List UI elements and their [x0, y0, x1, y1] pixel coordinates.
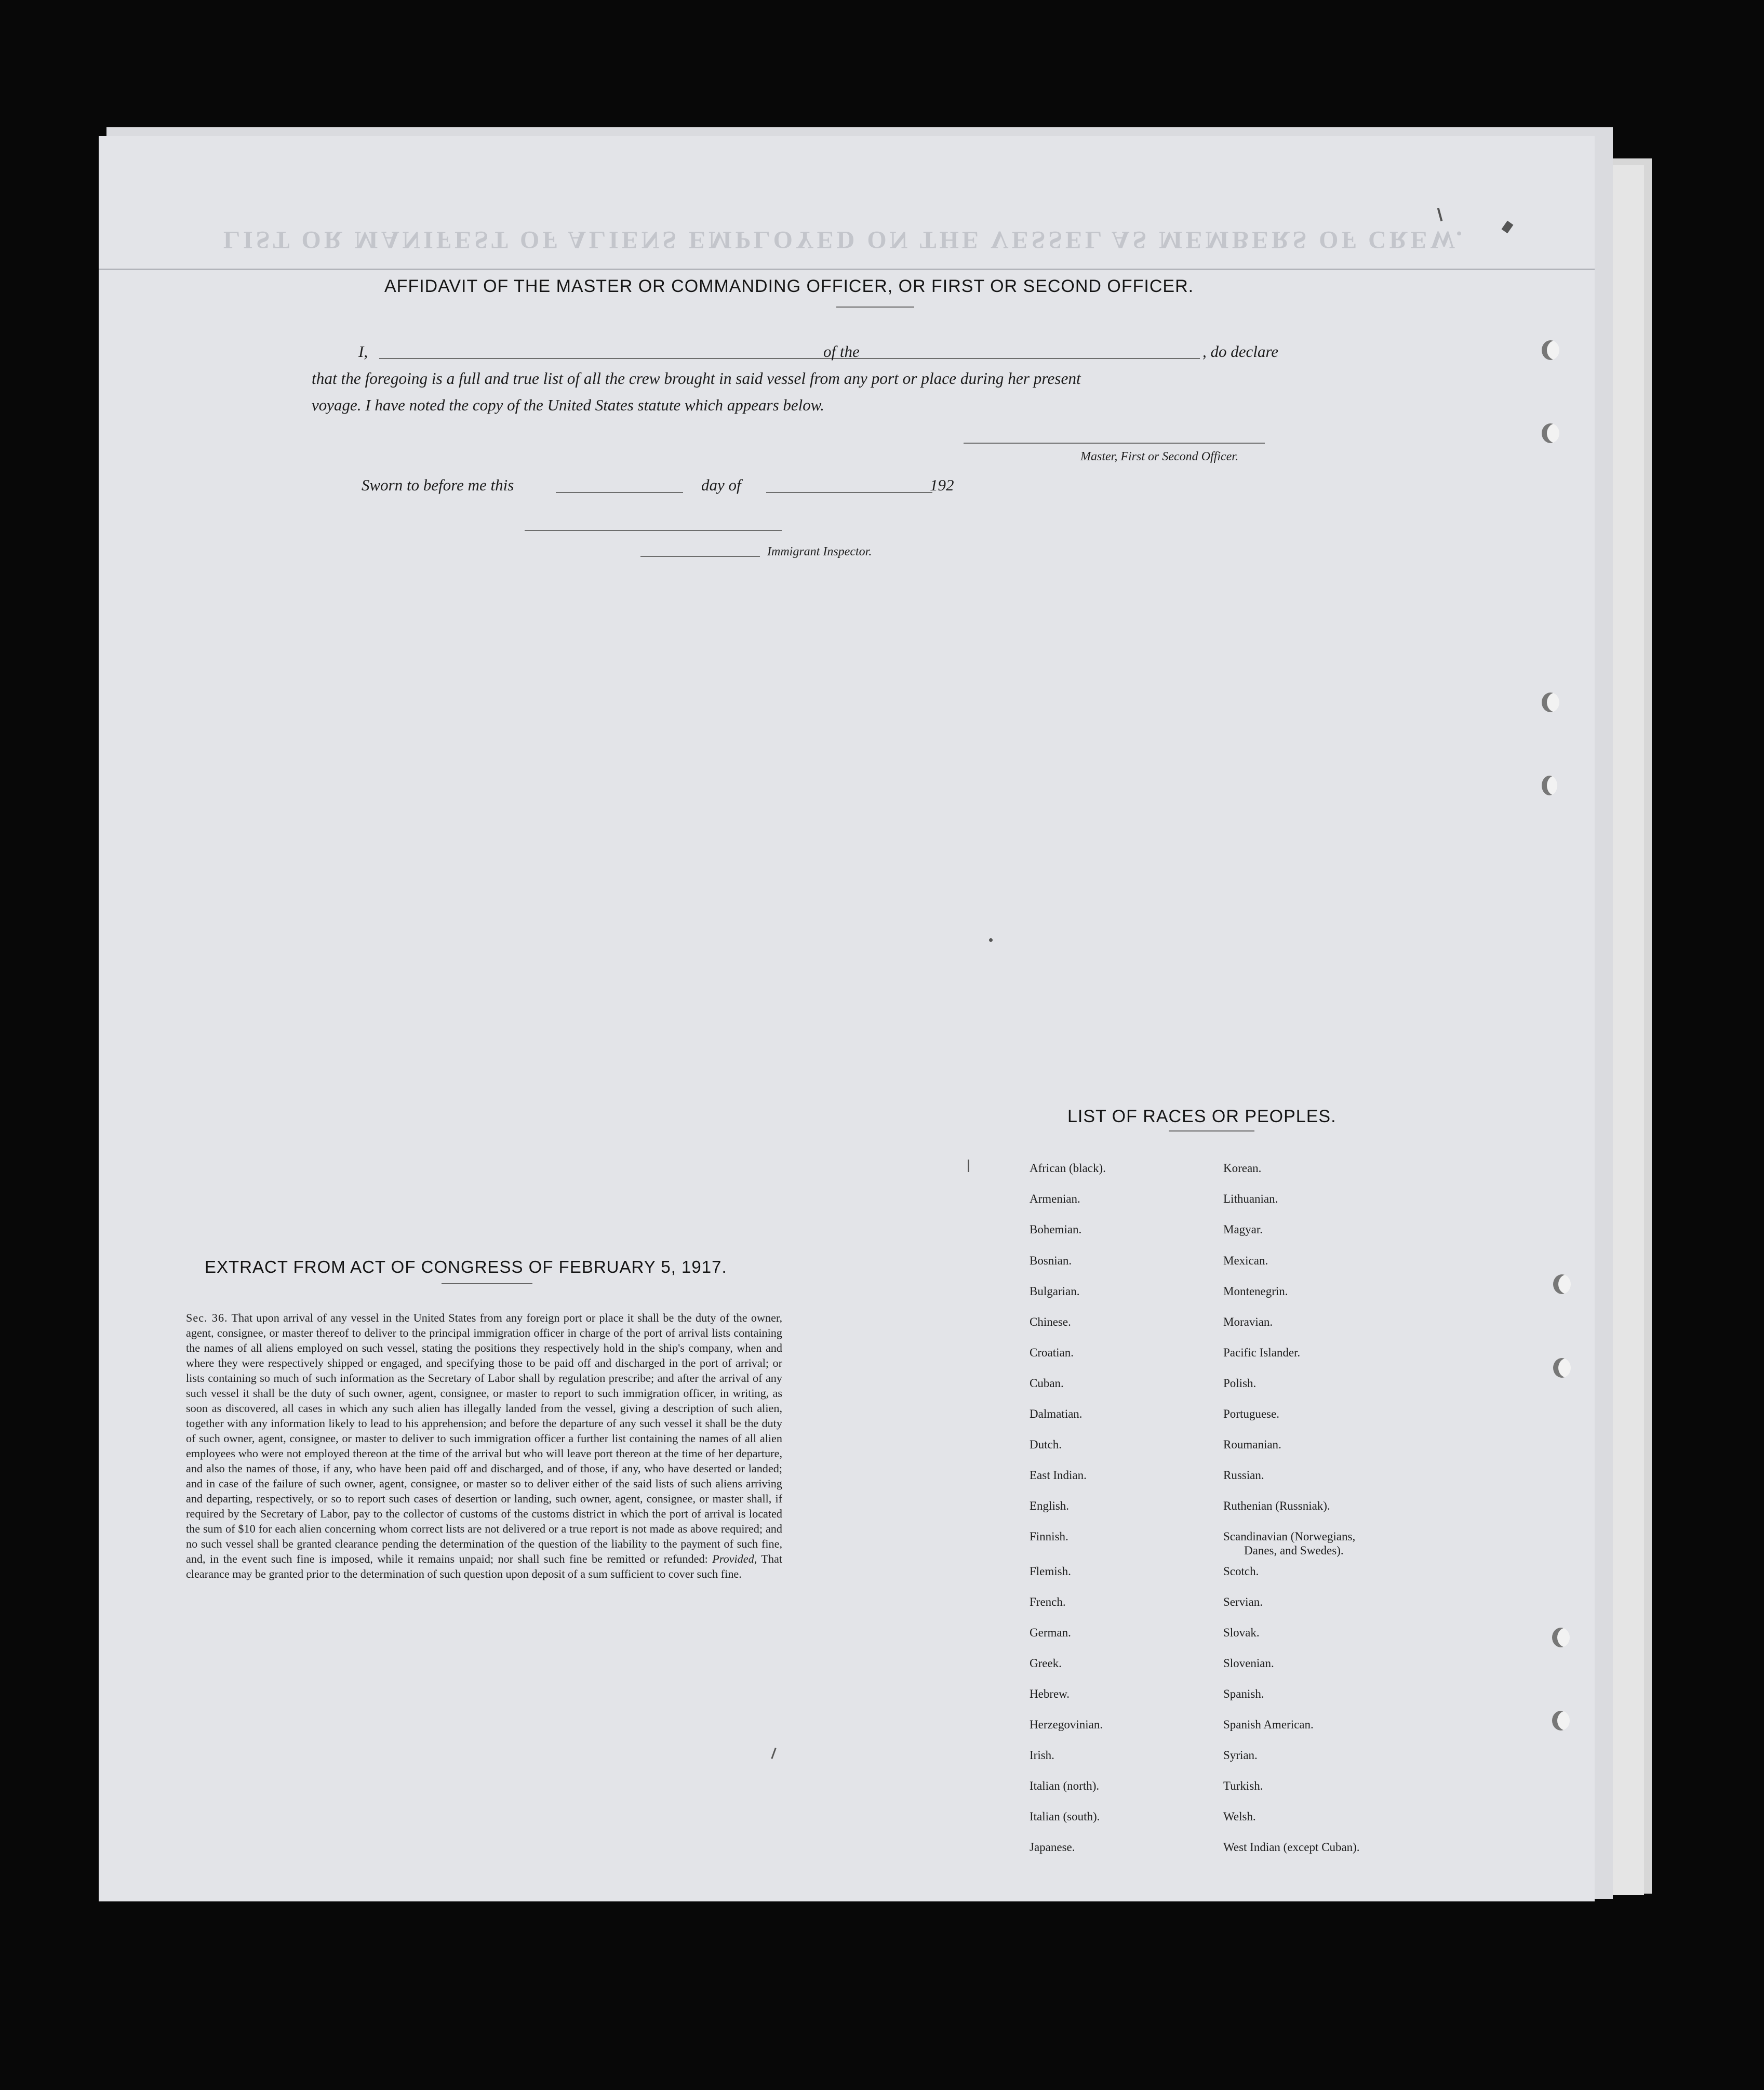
binder-hole: [1553, 1274, 1571, 1294]
race-item: Bosnian.: [1030, 1254, 1072, 1267]
binder-hole: [1542, 776, 1557, 795]
race-item: Roumanian.: [1223, 1438, 1281, 1451]
race-item: Croatian.: [1030, 1346, 1074, 1359]
month-blank: [766, 492, 932, 493]
statute-body-end: That clearance may be granted prior to the determination of such question upon deposit of a sum sufficient to cover such fine.: [186, 1552, 782, 1580]
race-item: Scandinavian (Norwegians,: [1223, 1530, 1356, 1543]
race-item: Dutch.: [1030, 1438, 1062, 1451]
stray-mark: [989, 938, 993, 942]
binder-hole: [1542, 340, 1559, 360]
race-item: Chinese.: [1030, 1315, 1071, 1328]
binder-hole: [1552, 1711, 1570, 1730]
race-item: Magyar.: [1223, 1223, 1263, 1236]
race-item: Montenegrin.: [1223, 1285, 1288, 1298]
race-item: English.: [1030, 1499, 1070, 1512]
race-item: Korean.: [1223, 1162, 1262, 1175]
title-underline: [836, 307, 914, 308]
race-item: Spanish American.: [1223, 1718, 1314, 1731]
bleed-through-text: LIST OR MANIFEST OF ALIENS EMPLOYED ON THE VESSEL AS MEMBERS OF CREW.: [223, 226, 1465, 254]
race-item: Turkish.: [1223, 1779, 1263, 1792]
race-item: Bohemian.: [1030, 1223, 1082, 1236]
affidavit-of-the: of the: [823, 342, 860, 361]
race-item: African (black).: [1030, 1162, 1106, 1175]
provided-word: Provided,: [712, 1552, 757, 1565]
officer-caption: Master, First or Second Officer.: [1080, 450, 1238, 463]
race-item: French.: [1030, 1595, 1066, 1608]
race-item: Armenian.: [1030, 1192, 1080, 1205]
race-item: Japanese.: [1030, 1841, 1075, 1854]
binder-hole: [1542, 693, 1559, 712]
race-item: Hebrew.: [1030, 1687, 1070, 1700]
manifest-page: [99, 136, 1595, 1901]
race-item: Portuguese.: [1223, 1407, 1279, 1420]
statute-text: [186, 1310, 782, 1581]
race-item: Moravian.: [1223, 1315, 1273, 1328]
affidavit-title: AFFIDAVIT OF THE MASTER OR COMMANDING OFFICER, OR FIRST OR SECOND OFFICER.: [384, 276, 1194, 296]
affidavit-line-2: that the foregoing is a full and true list of all the crew brought in said vessel from any port or place during her present: [312, 369, 1081, 388]
race-item: Welsh.: [1223, 1810, 1256, 1823]
race-item: Greek.: [1030, 1657, 1062, 1670]
day-of-text: day of: [701, 476, 741, 494]
affidavit-i: I,: [358, 342, 368, 361]
race-item: Russian.: [1223, 1469, 1264, 1482]
stray-mark: [968, 1160, 969, 1172]
race-item: West Indian (except Cuban).: [1223, 1841, 1360, 1854]
race-item: Servian.: [1223, 1595, 1263, 1608]
race-item: Herzegovinian.: [1030, 1718, 1103, 1731]
race-item: Lithuanian.: [1223, 1192, 1278, 1205]
page-rule: [99, 269, 1595, 270]
inspector-caption: Immigrant Inspector.: [767, 545, 872, 558]
race-item: Dalmatian.: [1030, 1407, 1083, 1420]
race-item: Irish.: [1030, 1749, 1054, 1762]
binder-hole: [1553, 1358, 1571, 1378]
races-title: LIST OF RACES OR PEOPLES.: [1067, 1107, 1337, 1126]
stray-mark: [771, 1748, 776, 1759]
race-item: East Indian.: [1030, 1469, 1087, 1482]
race-item: Syrian.: [1223, 1749, 1258, 1762]
race-item: Italian (south).: [1030, 1810, 1100, 1823]
year-prefix: 192: [930, 476, 954, 494]
race-item: Ruthenian (Russniak).: [1223, 1499, 1330, 1512]
day-blank: [556, 492, 683, 493]
stray-mark: [1437, 208, 1443, 221]
race-item: German.: [1030, 1626, 1071, 1639]
race-item: Bulgarian.: [1030, 1285, 1080, 1298]
affidavit-declare: , do declare: [1202, 342, 1279, 361]
inspector-signature-line-1: [525, 530, 782, 531]
race-item: Scotch.: [1223, 1565, 1259, 1578]
statute-body: That upon arrival of any vessel in the United States from any foreign port or place it shall be the duty of the owner, agent, consignee, or master thereof to deliver to the principal immigration officer in charge of the port of arrival lists containing the names of all aliens employed on such vessel, stating the positions they respectively hold in the ship's company, when and where they were respectively shipped or engaged, and specifying those to be paid off and discharged in the port of arrival; or lists containing so much of such information as the Secretary of Labor shall by regulation prescribe; and after the arrival of any such vessel it shall be the duty of such owner, agent, consignee, or master to report to such immigration officer, in writing, as soon as discovered, all cases in which any such alien has illegally landed from the vessel, giving a description of such alien, together with any information likely to lead to his apprehension; and before the departure of any such vessel it shall be the duty of such owner, agent, consignee, or master to deliver to such immigration officer a further list containing the names of all alien employees who were not employed thereon at the time of the arrival but who will leave port thereon at the time of her departure, and also the names of those, if any, who have been paid off and discharged, and of those, if any, who have deserted or landed; and in case of the failure of such owner, agent, consignee, or master so to deliver either of the said lists of such aliens arriving and departing, respectively, or so to report such cases of desertion or landing, such owner, agent, consignee, or master shall, if required by the Secretary of Labor, pay to the collector of customs of the customs district in which the port of arrival is located the sum of $10 for each alien concerning whom correct lists are not delivered or a true report is not made as above required; and no such vessel shall be granted clearance pending the determination of the question of the liability to the payment of such fine, and, in the event such fine is imposed, while it remains unpaid; nor shall such fine be remitted or refunded:: [186, 1311, 782, 1565]
underlying-sheet: [1608, 165, 1644, 1895]
race-item: Finnish.: [1030, 1530, 1068, 1543]
section-label: Sec. 36.: [186, 1311, 228, 1324]
race-item: Italian (north).: [1030, 1779, 1100, 1792]
races-underline: [1169, 1130, 1254, 1131]
extract-title: EXTRACT FROM ACT OF CONGRESS OF FEBRUARY 5, 1917.: [205, 1257, 727, 1276]
sworn-text: Sworn to before me this: [362, 476, 514, 494]
officer-signature-line: [964, 443, 1265, 444]
race-item: Polish.: [1223, 1377, 1257, 1390]
race-item: Slovenian.: [1223, 1657, 1274, 1670]
inspector-signature-line-2: [640, 556, 760, 557]
race-item-continued: Danes, and Swedes).: [1244, 1544, 1344, 1557]
race-item: Mexican.: [1223, 1254, 1268, 1267]
race-item: Cuban.: [1030, 1377, 1064, 1390]
race-item: Spanish.: [1223, 1687, 1264, 1700]
affidavit-line-3: voyage. I have noted the copy of the United States statute which appears below.: [312, 396, 824, 414]
race-item: Flemish.: [1030, 1565, 1071, 1578]
extract-underline: [442, 1283, 532, 1284]
vessel-blank: [880, 358, 1200, 359]
race-item: Slovak.: [1223, 1626, 1260, 1639]
binder-hole: [1542, 423, 1559, 443]
binder-hole: [1552, 1628, 1570, 1647]
race-item: Pacific Islander.: [1223, 1346, 1301, 1359]
